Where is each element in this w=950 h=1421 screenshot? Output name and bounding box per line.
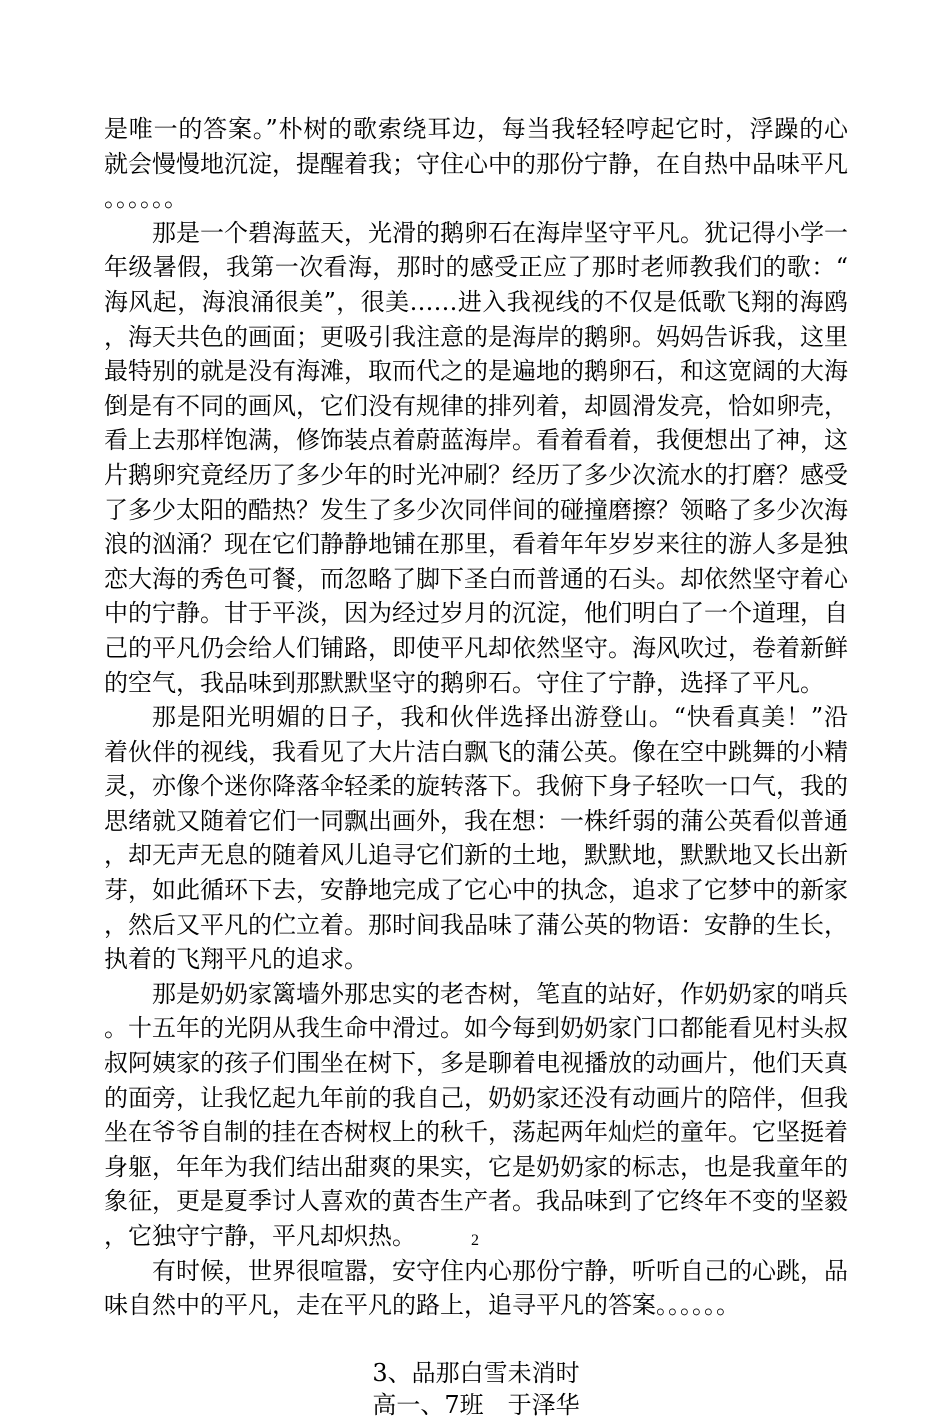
paragraph-apricot-tree: 那是奶奶家篱墙外那忠实的老杏树，笔直的站好，作奶奶家的哨兵。十五年的光阴从我生命中滑过。如今每到奶奶家门口都能看见村头叔叔阿姨家的孩子们围坐在树下，多是聊着电视播放的动画片，他们天真的面旁，让我忆起九年前的我自己，奶奶家还没有动画片的陪伴，但我坐在爷爷自制的挂在杏树杈上的秋千，荡起两年灿烂的童年。它坚挺着身躯，年年为我们结出甜爽的果实，它是奶奶家的标志，也是我童年的象征，更是夏季讨人喜欢的黄杏生产者。我品味到了它终年不变的坚毅，它独守宁静，平凡却炽热。 (104, 979, 848, 1250)
paragraph-continued: 是唯一的答案。”朴树的歌索绕耳边，每当我轻轻哼起它时，浮躁的心就会慢慢地沉淀，提醒着我；守住心中的那份宁静，在自热中品味平凡。。。。。。 (104, 115, 848, 213)
document-page (104, 112, 848, 1421)
section-author: 高一、7班 于泽华 (372, 1390, 580, 1419)
paragraph-pebbles: 那是一个碧海蓝天，光滑的鹅卵石在海岸坚守平凡。犹记得小学一年级暑假，我第一次看海，那时的感受正应了那时老师教我们的歌：“海风起，海浪涌很美”，很美……进入我视线的不仅是低歌飞翔的海鸥，海天共色的画面；更吸引我注意的是海岸的鹅卵。妈妈告诉我，这里最特别的就是没有海滩，取而代之的是遍地的鹅卵石，和这宽阔的大海倒是有不同的画风，它们没有规律的排列着，却圆滑发亮，恰如卵壳，看上去那样饱满，修饰装点着蔚蓝海岸。看着看着，我便想出了神，这片鹅卵究竟经历了多少年的时光冲刷？经历了多少次流水的打磨？感受了多少太阳的酷热？发生了多少次同伴间的碰撞磨擦？领略了多少次海浪的汹涌？现在它们静静地铺在那里，看着年年岁岁来往的游人多是独恋大海的秀色可餐，而忽略了脚下圣白而普通的石头。却依然坚守着心中的宁静。甘于平淡，因为经过岁月的沉淀，他们明白了一个道理，自己的平凡仍会给人们铺路，即使平凡却依然坚守。海风吹过，卷着新鲜的空气，我品味到那默默坚守的鹅卵石。守住了宁静，选择了平凡。 (104, 218, 848, 697)
section-title: 3、品那白雪未消时 (372, 1358, 580, 1387)
paragraph-conclusion: 有时候，世界很喧嚣，安守住内心那份宁静，听听自己的心跳，品味自然中的平凡，走在平凡的路上，追寻平凡的答案。。。。。。 (104, 1256, 848, 1320)
paragraph-dandelion: 那是阳光明媚的日子，我和伙伴选择出游登山。“快看真美！”沿着伙伴的视线，我看见了大片洁白飘飞的蒲公英。像在空中跳舞的小精灵，亦像个迷你降落伞轻柔的旋转落下。我俯下身子轻吹一口气，我的思绪就又随着它们一同飘出画外，我在想：一株纤弱的蒲公英看似普通，却无声无息的随着风儿追寻它们新的土地，默默地，默默地又长出新芽，如此循环下去，安静地完成了它心中的执念，追求了它梦中的新家，然后又平凡的伫立着。那时间我品味了蒲公英的物语：安静的生长，执着的飞翔平凡的追求。 (104, 703, 848, 974)
next-section-heading (104, 1357, 848, 1421)
page-number: 2 (471, 1232, 479, 1249)
